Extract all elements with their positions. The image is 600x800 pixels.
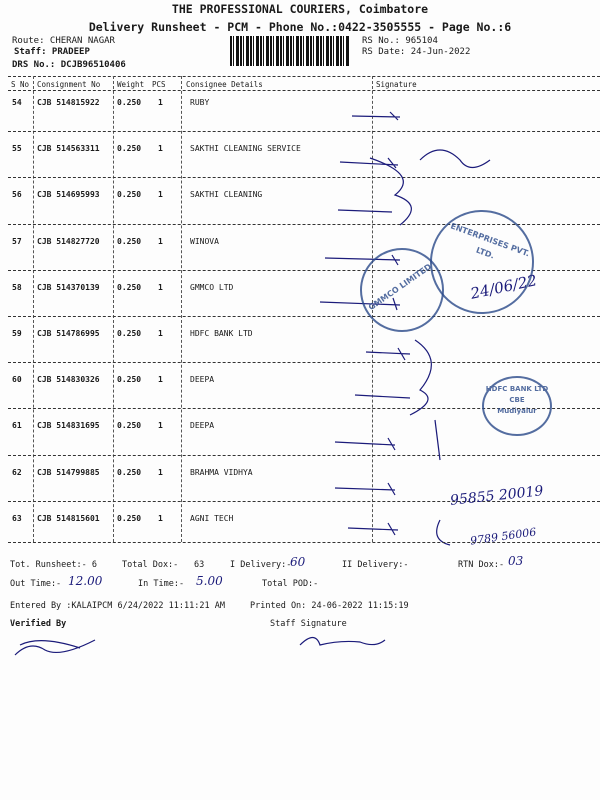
document-subtitle: Delivery Runsheet - PCM - Phone No.:0422-3505555 - Page No.:6	[88, 20, 512, 34]
row-sno: 59	[12, 329, 22, 338]
i-delivery-label: I Delivery:-	[230, 560, 292, 570]
row-pcs: 1	[158, 236, 163, 246]
row-sno: 57	[12, 236, 22, 246]
row-consignee: SAKTHI CLEANING	[190, 190, 263, 200]
row-weight: 0.250	[117, 513, 142, 523]
rtn-dox-label: RTN Dox:-	[458, 560, 505, 570]
route-label: Route: CHERAN NAGAR	[12, 36, 115, 46]
tot-runsheet: Tot. Runsheet:- 6	[10, 560, 97, 570]
row-consignment-no: CJB 514815922	[37, 98, 100, 107]
rs-date: RS Date: 24-Jun-2022	[362, 47, 471, 57]
stamp-text: Mudiyalur	[497, 407, 537, 415]
row-consignee: RUBY	[190, 98, 210, 107]
row-sno: 56	[12, 190, 22, 200]
total-dox-value: 63	[194, 560, 205, 570]
entered-by: Entered By :KALAIPCM 6/24/2022 11:11:21 AM	[10, 601, 225, 611]
row-sno: 61	[12, 421, 22, 431]
handwritten-number: 9789 56006	[469, 525, 538, 548]
handwritten-phone: 95855 20019	[449, 483, 545, 509]
row-consignment-no: CJB 514830326	[37, 375, 100, 385]
out-time-label: Out Time:-	[10, 579, 62, 589]
row-sno: 54	[12, 98, 22, 107]
col-header-weight: Weight	[117, 80, 145, 89]
printed-on: Printed On: 24-06-2022 11:15:19	[250, 601, 409, 611]
row-weight: 0.250	[117, 282, 142, 292]
row-pcs: 1	[158, 282, 163, 292]
row-consignee: SAKTHI CLEANING SERVICE	[190, 144, 301, 154]
row-consignment-no: CJB 514370139	[37, 282, 100, 292]
in-time-label: In Time:-	[138, 579, 185, 589]
col-header-sno: S No	[11, 80, 30, 89]
row-consignment-no: CJB 514695993	[37, 190, 100, 200]
table-bottom-rule	[8, 542, 600, 543]
row-pcs: 1	[158, 98, 163, 107]
row-sno: 58	[12, 282, 22, 292]
row-consignment-no: CJB 514799885	[37, 467, 100, 477]
ii-delivery-label: II Delivery:-	[342, 560, 409, 570]
row-consignee: DEEPA	[190, 421, 215, 431]
row-weight: 0.250	[117, 421, 142, 431]
total-pod-label: Total POD:-	[262, 579, 319, 589]
row-pcs: 1	[158, 190, 163, 200]
row-pcs: 1	[158, 421, 163, 431]
i-delivery-value: 60	[290, 555, 306, 569]
row-weight: 0.250	[117, 190, 142, 200]
stamp-text: CBE	[509, 396, 525, 404]
hdfc-stamp	[482, 376, 552, 436]
out-time-value: 12.00	[68, 574, 103, 588]
verified-by-label: Verified By	[10, 619, 67, 629]
col-header-signature: Signature	[376, 80, 417, 89]
row-sno: 62	[12, 467, 22, 477]
row-consignment-no: CJB 514831695	[37, 421, 100, 431]
stamp-text: GMMCO LIMITED	[366, 262, 434, 313]
row-consignee: GMMCO LTD	[190, 282, 234, 292]
handwritten-date: 24/06/22	[468, 271, 539, 303]
row-pcs: 1	[158, 144, 163, 154]
col-header-consignment: Consignment No	[37, 80, 101, 89]
row-consignee: AGNI TECH	[190, 513, 234, 523]
row-consignee: WINOVA	[190, 236, 219, 246]
rtn-dox-value: 03	[508, 554, 524, 568]
staff-signature-label: Staff Signature	[270, 619, 347, 629]
row-pcs: 1	[158, 329, 163, 338]
row-consignee: DEEPA	[190, 375, 215, 385]
row-consignment-no: CJB 514815601	[37, 513, 100, 523]
stamp-text: HDFC BANK LTD	[485, 385, 549, 393]
row-sno: 63	[12, 513, 22, 523]
row-weight: 0.250	[117, 375, 142, 385]
staff-label: Staff: PRADEEP	[14, 47, 90, 57]
row-weight: 0.250	[117, 467, 142, 477]
col-header-consignee: Consignee Details	[186, 80, 263, 89]
row-consignment-no: CJB 514786995	[37, 329, 100, 338]
row-weight: 0.250	[117, 329, 142, 338]
row-consignee: BRAHMA VIDHYA	[190, 467, 253, 477]
drs-number: DRS No.: DCJB96510406	[12, 60, 126, 70]
rs-number: RS No.: 965104	[362, 36, 438, 46]
total-dox-label: Total Dox:-	[122, 560, 179, 570]
row-consignee: HDFC BANK LTD	[190, 329, 253, 338]
stamp-text: ENTERPRISES PVT. LTD.	[449, 221, 531, 261]
row-consignment-no: CJB 514827720	[37, 236, 100, 246]
row-consignment-no: CJB 514563311	[37, 144, 100, 154]
document-title: THE PROFESSIONAL COURIERS, Coimbatore	[171, 2, 429, 16]
row-weight: 0.250	[117, 236, 142, 246]
row-pcs: 1	[158, 375, 163, 385]
row-weight: 0.250	[117, 144, 142, 154]
col-header-pcs: PCS	[152, 80, 166, 89]
row-pcs: 1	[158, 467, 163, 477]
row-pcs: 1	[158, 513, 163, 523]
row-weight: 0.250	[117, 98, 142, 107]
row-sno: 55	[12, 144, 22, 154]
in-time-value: 5.00	[196, 574, 223, 588]
row-sno: 60	[12, 375, 22, 385]
